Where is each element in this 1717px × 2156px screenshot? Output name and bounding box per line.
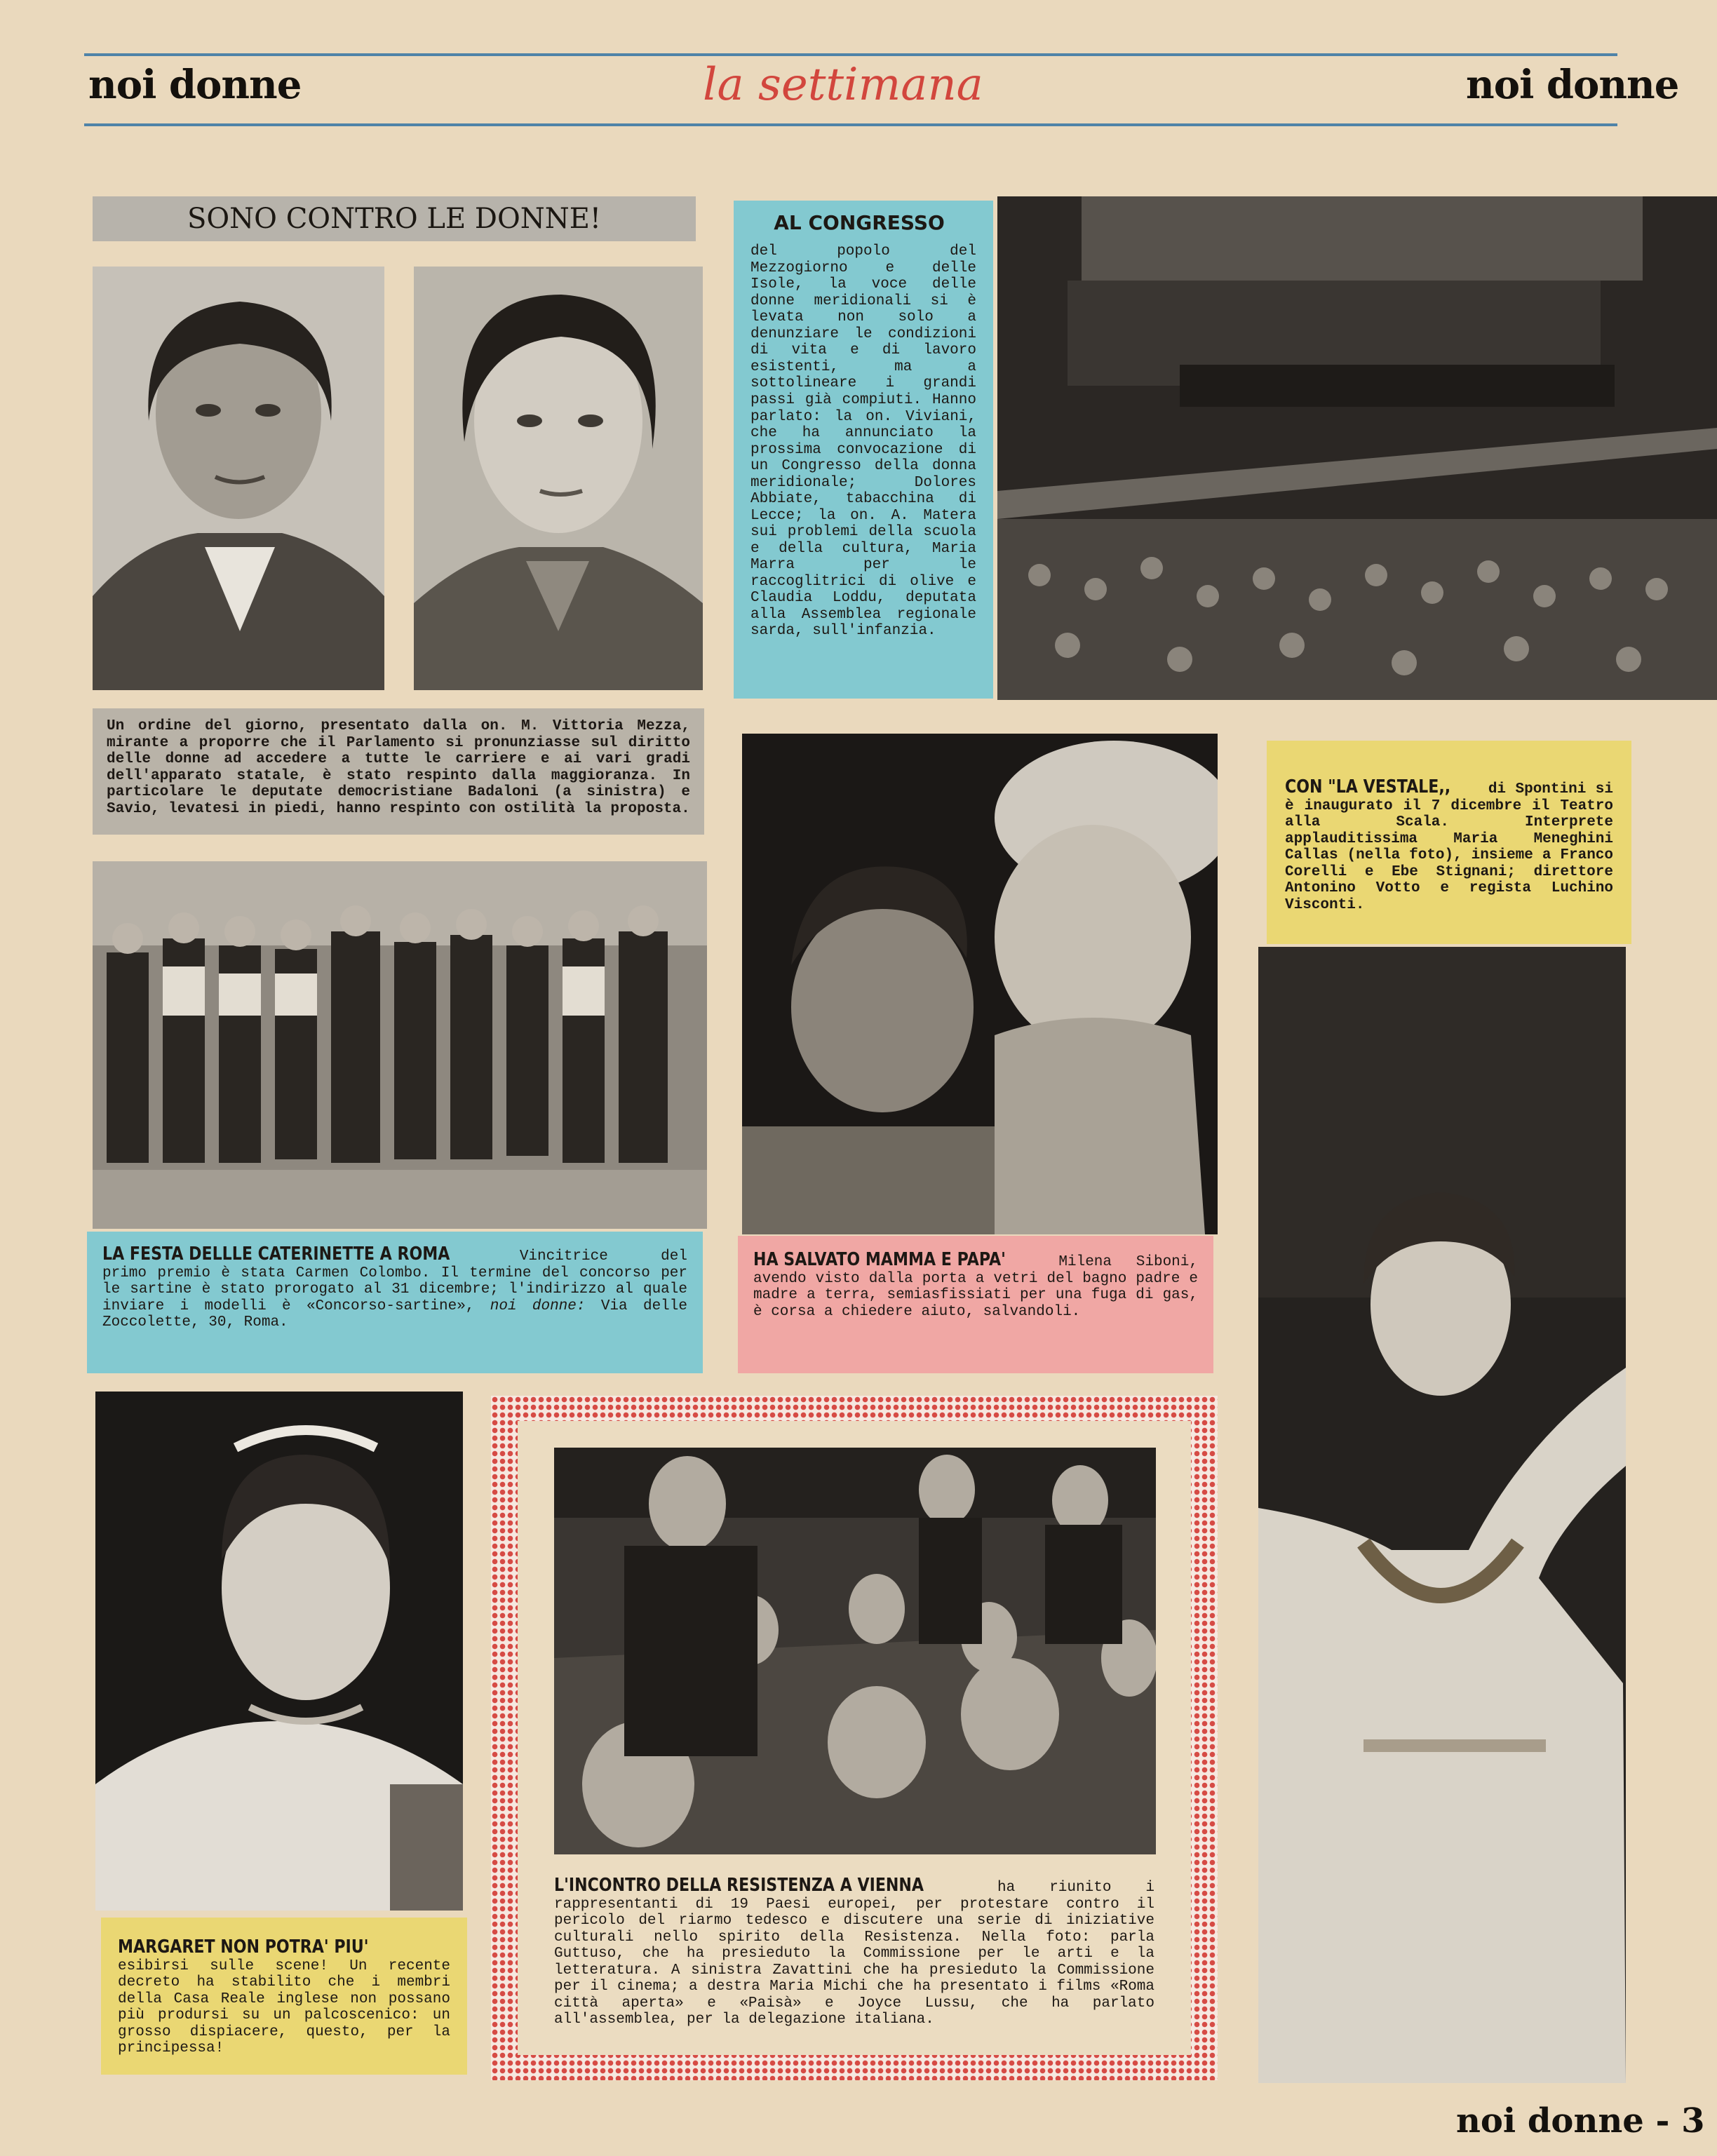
salvato-body: Milena Siboni, avendo visto dalla porta a vetri del bagno padre e madre a terra, semiasfissiati per una fuga di gas, è corsa a chiedere aiuto, salvandoli. xyxy=(753,1254,1198,1320)
vienna-head: L'INCONTRO DELLA RESISTENZA A VIENNA xyxy=(554,1875,924,1896)
vestale-head: CON "LA VESTALE,, xyxy=(1285,776,1451,797)
masthead-left: noi donne xyxy=(88,62,302,108)
caterinette-body-a: Vincitrice del primo premio è stata Carmen Colombo. Il termine del concorso per le sartine è stato prorogato al 31 dicembre; l'indirizzo al quale inviare i modelli è «Concorso-sartine», xyxy=(102,1248,687,1314)
caterinette-group-photo xyxy=(93,861,707,1229)
portrait-photo-badaloni xyxy=(93,267,384,690)
congresso-head: AL CONGRESSO xyxy=(774,211,945,234)
congresso-caption xyxy=(734,201,993,699)
margaret-body: esibirsi sulle scene! Un recente decreto ha stabilito che i membri della Casa Reale inglese non possano più prodursi su un palcoscenico: un grosso dispiacere, questo, per la principessa! xyxy=(118,1958,450,2057)
caterinette-head: LA FESTA DELLLE CATERINETTE A ROMA xyxy=(102,1244,450,1265)
vienna-meeting-photo xyxy=(554,1448,1156,1854)
caterinette-caption xyxy=(87,1232,703,1373)
princess-margaret-photo xyxy=(95,1392,463,1911)
header-rule-bottom xyxy=(84,123,1617,126)
vienna-body: ha riunito i rappresentanti di 19 Paesi europei, per protestare contro il pericolo del riarmo tedesco e discutere una serie di iniziative culturali nello spirito della Resistenza. Nella foto: parla Guttuso, che ha presieduto la Commissione per le arti e la letteratura. A sinistra Zavattini che ha presieduto la Commissione per il cinema; a destra Maria Michi che ha presentato i films «Roma città aperta» e «Paisà» e Joyce Lussu, che ha parlato all'assemblea, per la delegazione italiana. xyxy=(554,1880,1154,2028)
salvato-caption xyxy=(738,1236,1213,1373)
caterinette-body-italic: noi donne: xyxy=(490,1298,586,1314)
callas-photo xyxy=(1258,947,1626,2083)
caterinette-body-b: Via delle Zoccolette, 30, Roma. xyxy=(102,1298,687,1331)
sono-contro-caption-text: Un ordine del giorno, presentato dalla on. M. Vittoria Mezza, mirante a proporre che il Parlamento si pronunziasse sul diritto delle donne ad accedere a tutte le carriere e ai vari gradi dell'apparato statale, è stato respinto dalla maggioranza. In particolare le deputate democristiane Badaloni (a sinistra) e Savio, levatesi in piedi, hanno respinto con ostilità la proposta. xyxy=(107,718,690,817)
margaret-caption xyxy=(101,1918,467,2075)
congress-hall-photo xyxy=(997,196,1717,700)
vestale-caption xyxy=(1267,741,1631,944)
header-rule-top xyxy=(84,53,1617,56)
section-title: la settimana xyxy=(703,59,983,111)
portrait-photo-savio xyxy=(414,267,703,690)
girl-with-doll-photo xyxy=(742,734,1218,1234)
vienna-caption xyxy=(546,1868,1163,2044)
vestale-body: di Spontini si è inaugurato il 7 dicembre il Teatro alla Scala. Interprete applauditissima Maria Meneghini Callas (nella foto), insieme a Franco Corelli e Ebe Stignani; direttore Antonino Votto e regista Luchino Visconti. xyxy=(1285,781,1613,913)
sono-contro-caption xyxy=(93,708,704,835)
margaret-head: MARGARET NON POTRA' PIU' xyxy=(118,1936,369,1958)
sono-contro-title: SONO CONTRO LE DONNE! xyxy=(93,196,696,241)
masthead-right: noi donne xyxy=(1466,62,1679,108)
page-number: noi donne - 3 xyxy=(1456,2101,1705,2141)
congresso-body: del popolo del Mezzogiorno e delle Isole, la voce delle donne meridionali si è levata non solo a denunziare le condizioni di vita e di lavoro esistenti, ma a sottolineare i grandi passi già compiuti. Hanno parlato: la on. Viviani, che ha annunciato la prossima convocazione di un Congresso della donna meridionale; Dolores Abbiate, tabacchina di Lecce; la on. A. Matera sui problemi della scuola e della cultura, Maria Marra per le raccoglitrici di olive e Claudia Loddu, deputata alla Assemblea regionale sarda, sull'infanzia. xyxy=(750,243,976,640)
salvato-head: HA SALVATO MAMMA E PAPA' xyxy=(753,1249,1006,1270)
